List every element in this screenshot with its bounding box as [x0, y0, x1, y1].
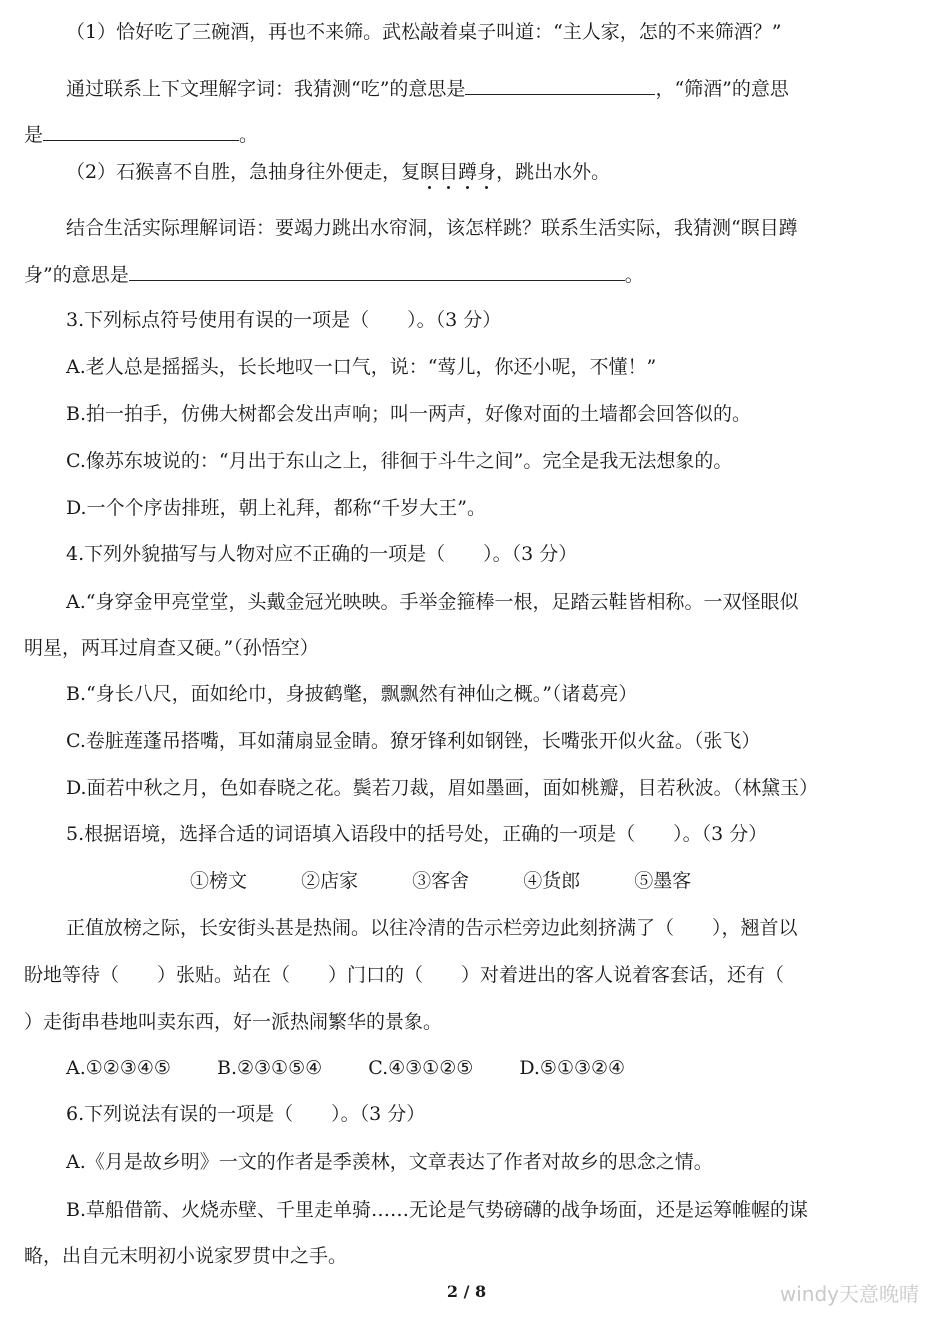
word-option: ①榜文 — [190, 870, 248, 892]
word-option: ⑤墨客 — [634, 870, 692, 892]
q2-item2-text-b: ，跳出水外。 — [496, 161, 611, 183]
q2-item2-prompt-line2 — [24, 260, 933, 289]
q2-item1-text: （1）恰好吃了三碗酒，再也不来筛。武松敲着桌子叫道：“主人家，怎的不来筛酒？” — [66, 21, 782, 43]
q3-option-c: C.像苏东坡说的：“月出于东山之上，徘徊于斗牛之间”。完全是我无法想象的。 — [66, 450, 733, 472]
q2-item2-prompt-b: 身”的意思是 — [24, 264, 129, 286]
choice-b[interactable]: B.②③①⑤④ — [216, 1057, 323, 1079]
q5-passage-line1: 正值放榜之际，长安街头甚是热闹。以往冷清的告示栏旁边此刻挤满了（ ），翘首以 — [66, 917, 798, 939]
choice-d[interactable]: D.⑤①③②④ — [519, 1057, 626, 1079]
answer-blank-mingmudunshen[interactable] — [129, 260, 625, 281]
q4-option-a-line2: 明星，两耳过肩查又硬。”（孙悟空） — [24, 637, 319, 659]
q6-stem: 6.下列说法有误的一项是（ ）。（3 分） — [66, 1103, 426, 1125]
q2-item2-text — [66, 158, 933, 186]
q4-option-d: D.面若中秋之月，色如春晓之花。鬓若刀裁，眉如墨画，面如桃瓣，目若秋波。（林黛玉） — [66, 777, 819, 799]
q6-option-b-line1: B.草船借箭、火烧赤壁、千里走单骑……无论是气势磅礴的战争场面，还是运筹帷幄的谋 — [66, 1199, 809, 1221]
q5-passage-line2: 盼地等待（ ）张贴。站在（ ）门口的（ ）对着进出的客人说着客套话，还有（ — [24, 964, 785, 986]
word-option: ④货郎 — [523, 870, 581, 892]
q2-item1-prompt-a: 通过联系上下文理解字词：我猜测“吃”的意思是 — [66, 78, 466, 100]
answer-blank-chi[interactable] — [465, 74, 655, 95]
q4-option-b: B.“身长八尺，面如纶巾，身披鹤氅，飘飘然有神仙之概。”（诸葛亮） — [66, 683, 638, 705]
q2-item1-prompt-b: ，“筛酒”的意思 — [655, 78, 789, 100]
q3-option-d: D.一个个序齿排班，朝上礼拜，都称“千岁大王”。 — [66, 497, 487, 519]
q4-stem: 4.下列外貌描写与人物对应不正确的一项是（ ）。（3 分） — [66, 543, 578, 565]
q2-item2-prompt-a: 结合生活实际理解词语：要竭力跳出水帘洞，该怎样跳？联系生活实际，我猜测“瞑目蹲 — [66, 217, 798, 239]
q6-option-a: A.《月是故乡明》一文的作者是季羡林，文章表达了作者对故乡的思念之情。 — [66, 1151, 713, 1173]
q4-option-c: C.卷脏莲蓬吊搭嘴，耳如蒲扇显金睛。獠牙锋利如钢锉，长嘴张开似火盆。（张飞） — [66, 730, 761, 752]
period: 。 — [239, 124, 259, 146]
q2-item1-prompt-c: 是 — [24, 124, 44, 146]
q4-option-a-line1: A.“身穿金甲亮堂堂，头戴金冠光映映。手举金箍棒一根，足踏云鞋皆相称。一双怪眼似 — [66, 591, 799, 613]
choice-a[interactable]: A.①②③④⑤ — [66, 1057, 171, 1079]
answer-blank-shaijiu[interactable] — [43, 120, 239, 141]
page-number: 2 / 8 — [446, 1282, 487, 1301]
q2-item1-prompt-line — [66, 74, 933, 103]
q5-choices — [66, 1054, 933, 1082]
q6-option-b-line2: 略，出自元末明初小说家罗贯中之手。 — [24, 1245, 348, 1267]
word-option: ②店家 — [301, 870, 359, 892]
watermark: windy天意晚晴 — [779, 1282, 919, 1306]
period: 。 — [624, 264, 644, 286]
q2-item2-text-a: （2）石猴喜不自胜，急抽身往外便走，复 — [66, 161, 421, 183]
q5-word-bank — [190, 867, 933, 895]
q2-item1-prompt-line2 — [24, 120, 933, 149]
q5-passage-line3: ）走街串巷地叫卖东西，好一派热闹繁华的景象。 — [24, 1011, 443, 1033]
word-option: ③客舍 — [412, 870, 470, 892]
q3-stem: 3.下列标点符号使用有误的一项是（ ）。（3 分） — [66, 309, 502, 331]
q3-option-a: A.老人总是摇摇头，长长地叹一口气，说：“莺儿，你还小呢，不懂！” — [66, 356, 657, 378]
q2-item2-emphasized-word: 瞑目蹲身 — [420, 161, 497, 183]
choice-c[interactable]: C.④③①②⑤ — [368, 1057, 474, 1079]
q3-option-b: B.拍一拍手，仿佛大树都会发出声响；叫一两声，好像对面的土墙都会回答似的。 — [66, 403, 752, 425]
q5-stem: 5.根据语境，选择合适的词语填入语段中的括号处，正确的一项是（ ）。（3 分） — [66, 823, 768, 845]
